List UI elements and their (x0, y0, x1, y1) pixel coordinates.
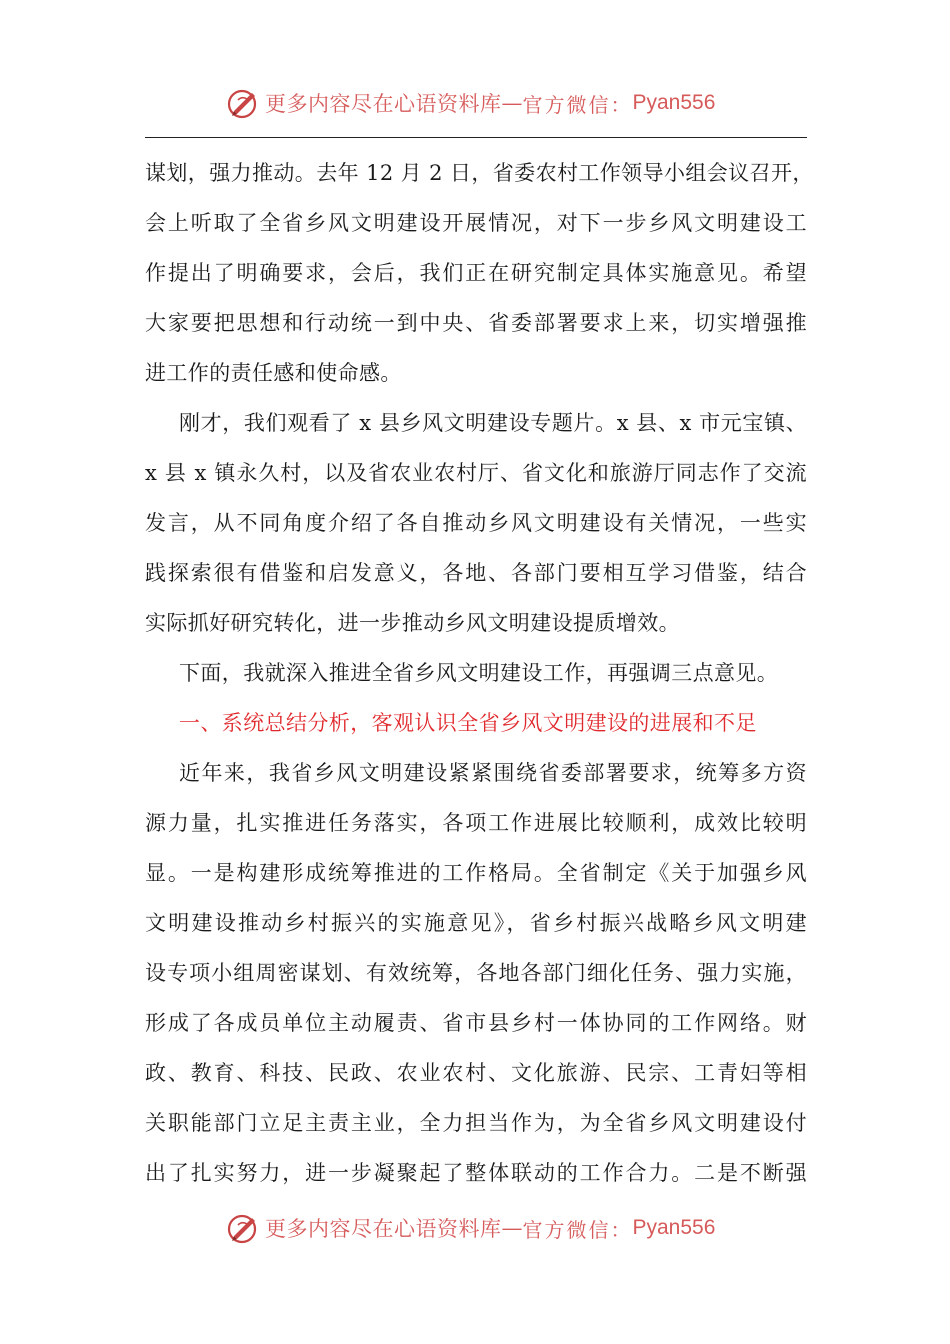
watermark-wechat-label: 官方微信： (522, 1217, 633, 1242)
text-line: 文明建设推动乡村振兴的实施意见》，省乡村振兴战略乡风文明建 (145, 911, 807, 935)
text-line: 源力量，扎实推进任务落实，各项工作进展比较顺利，成效比较明 (145, 811, 807, 835)
watermark-wechat-id: Pyan556 (632, 91, 716, 114)
text-line: 设专项小组周密谋划、有效统筹，各地各部门细化任务、强力实施， (145, 961, 807, 985)
text-line: 显。一是构建形成统筹推进的工作格局。全省制定《关于加强乡风 (145, 861, 807, 885)
paragraph (145, 748, 807, 1198)
document-body (145, 148, 814, 1198)
header-watermark (225, 83, 715, 123)
watermark-separator: — (501, 91, 523, 115)
text-line: x 县 x 镇永久村，以及省农业农村厅、省文化和旅游厅同志作了交流 (145, 461, 807, 485)
text-line: 践探索很有借鉴和启发意义，各地、各部门要相互学习借鉴，结合 (145, 561, 807, 585)
text-line: 大家要把思想和行动统一到中央、省委部署要求上来，切实增强推 (145, 311, 807, 335)
section-heading-text: 一、系统总结分析，客观认识全省乡风文明建设的进展和不足 (179, 711, 757, 735)
text-line: 作提出了明确要求，会后，我们正在研究制定具体实施意见。希望 (145, 261, 807, 285)
pen-logo-icon (225, 1210, 261, 1246)
text-line: 谋划，强力推动。去年 12 月 2 日，省委农村工作领导小组会议召开， (145, 161, 814, 185)
text-line: 进工作的责任感和使命感。 (145, 361, 402, 385)
watermark-separator: — (501, 1216, 523, 1240)
paragraph (145, 398, 807, 648)
paragraph (145, 648, 807, 698)
text-line: 刚才，我们观看了 x 县乡风文明建设专题片。x 县、x 市元宝镇、 (179, 411, 807, 435)
watermark-wechat-label: 官方微信： (522, 92, 633, 117)
text-line: 实际抓好研究转化，进一步推动乡风文明建设提质增效。 (145, 611, 680, 635)
watermark-site-text: 更多内容尽在心语资料库 (265, 1217, 502, 1241)
footer-watermark (225, 1208, 715, 1248)
text-line: 会上听取了全省乡风文明建设开展情况，对下一步乡风文明建设工 (145, 211, 807, 235)
text-line: 关职能部门立足主责主业，全力担当作为，为全省乡风文明建设付 (145, 1111, 807, 1135)
watermark-site-text: 更多内容尽在心语资料库 (265, 92, 502, 116)
watermark-wechat-id: Pyan556 (632, 1216, 716, 1239)
paragraph-continuation (145, 148, 814, 398)
text-line: 出了扎实努力，进一步凝聚起了整体联动的工作合力。二是不断强 (145, 1161, 807, 1185)
text-line: 近年来，我省乡风文明建设紧紧围绕省委部署要求，统筹多方资 (179, 761, 807, 785)
pen-logo-icon (225, 85, 261, 121)
header-divider (145, 137, 807, 138)
section-heading (145, 698, 807, 748)
text-line: 发言，从不同角度介绍了各自推动乡风文明建设有关情况，一些实 (145, 511, 807, 535)
text-line: 政、教育、科技、民政、农业农村、文化旅游、民宗、工青妇等相 (145, 1061, 807, 1085)
text-line: 形成了各成员单位主动履责、省市县乡村一体协同的工作网络。财 (145, 1011, 807, 1035)
text-line: 下面，我就深入推进全省乡风文明建设工作，再强调三点意见。 (179, 661, 779, 685)
